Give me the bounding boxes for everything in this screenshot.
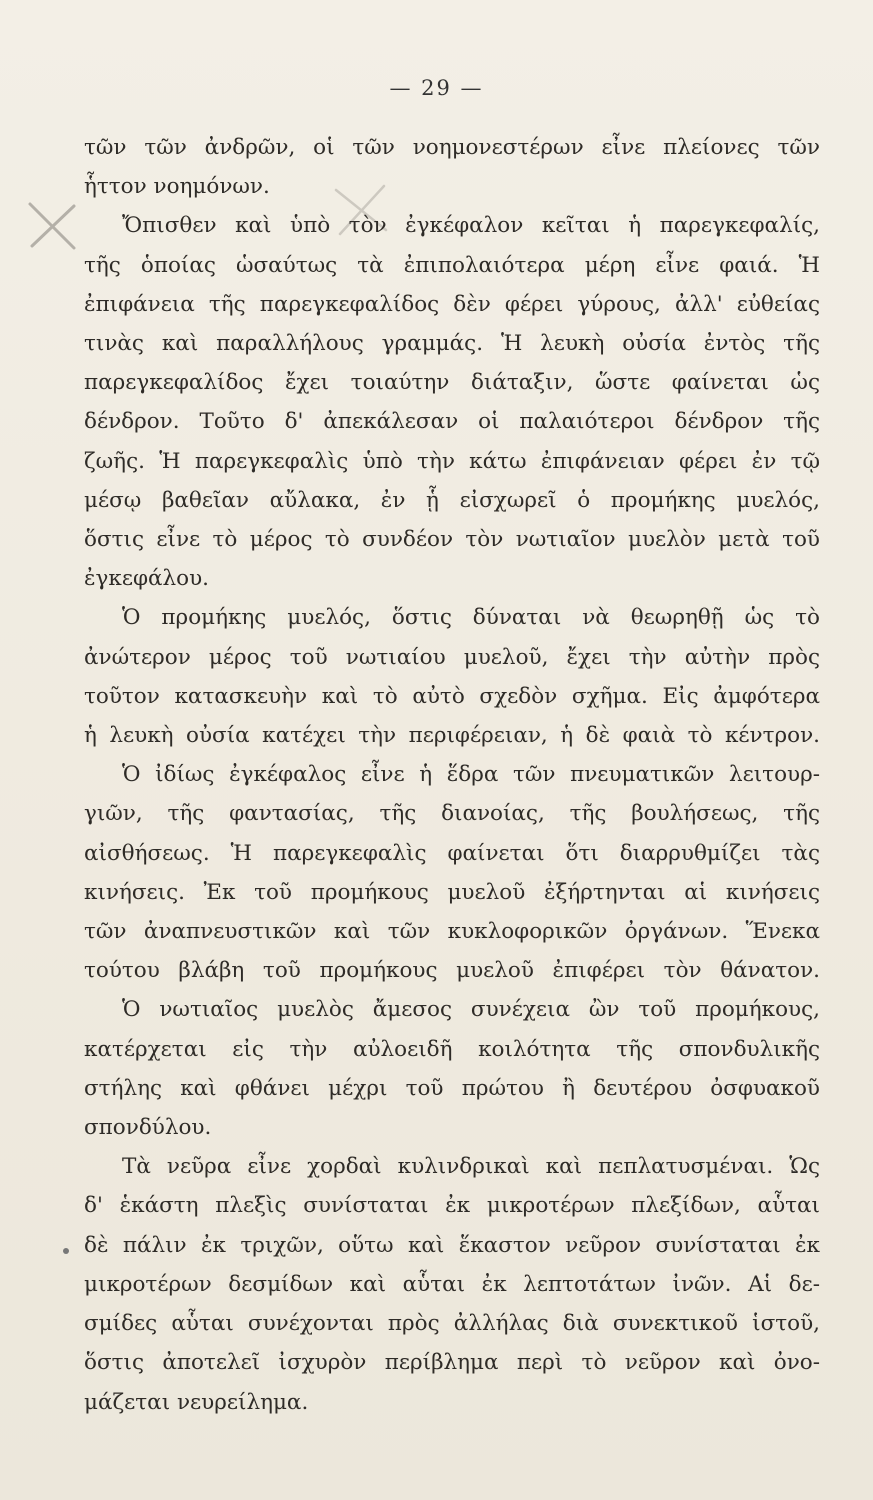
text-line: ὅστις εἶνε τὸ μέρος τὸ συνδέον τὸν νωτιαῖον μυελὸν μετὰ τοῦ — [84, 527, 820, 553]
text-line: τοῦτον κατασκευὴν καὶ τὸ αὐτὸ σχεδὸν σχῆμα. Εἰς ἀμφότερα — [84, 683, 820, 709]
page-number: — 29 — — [389, 76, 484, 100]
text-line: μέσῳ βαθεῖαν αὔλακα, ἐν ᾗ εἰσχωρεῖ ὁ προμήκης μυελός, — [84, 487, 820, 513]
text-line: δένδρον. Τοῦτο δ' ἀπεκάλεσαν οἱ παλαιότεροι δένδρον τῆς — [84, 409, 820, 435]
body-text — [84, 128, 820, 1422]
text-line: ἡ λευκὴ οὐσία κατέχει τὴν περιφέρειαν, ἡ δὲ φαιὰ τὸ κέντρον. — [84, 723, 820, 749]
text-line: παρεγκεφαλίδος ἔχει τοιαύτην διάταξιν, ὥστε φαίνεται ὡς — [84, 370, 820, 396]
ink-speck — [63, 1248, 69, 1254]
text-line: δ' ἑκάστη πλεξὶς συνίσταται ἐκ μικροτέρων πλεξίδων, αὗται — [84, 1193, 820, 1219]
text-line: μικροτέρων δεσμίδων καὶ αὗται ἐκ λεπτοτάτων ἰνῶν. Αἱ δε- — [84, 1271, 820, 1297]
text-line: ὅστις ἀποτελεῖ ἰσχυρὸν περίβλημα περὶ τὸ νεῦρον καὶ ὀνο- — [84, 1350, 820, 1376]
text-line: τῶν ἀναπνευστικῶν καὶ τῶν κυκλοφορικῶν ὀργάνων. Ἕνεκα — [84, 919, 820, 945]
text-line: μάζεται νευρείλημα. — [84, 1389, 309, 1415]
text-line: αἰσθήσεως. Ἡ παρεγκεφαλὶς φαίνεται ὅτι διαρρυθμίζει τὰς — [84, 840, 820, 866]
text-line: σπονδύλου. — [84, 1115, 212, 1141]
text-line: κατέρχεται εἰς τὴν αὐλοειδῆ κοιλότητα τῆς σπονδυλικῆς — [84, 1036, 820, 1062]
text-line: ἧττον νοημόνων. — [84, 174, 270, 200]
text-line: Ὁ νωτιαῖος μυελὸς ἄμεσος συνέχεια ὢν τοῦ προμήκους, — [122, 997, 820, 1023]
text-line: δὲ πάλιν ἐκ τριχῶν, οὕτω καὶ ἕκαστον νεῦρον συνίσταται ἐκ — [84, 1232, 820, 1258]
text-line: τινὰς καὶ παραλλήλους γραμμάς. Ἡ λευκὴ οὐσία ἐντὸς τῆς — [84, 331, 820, 357]
text-line: τῆς ὁποίας ὡσαύτως τὰ ἐπιπολαιότερα μέρη εἶνε φαιά. Ἡ — [84, 252, 820, 278]
text-line: ἐπιφάνεια τῆς παρεγκεφαλίδος δὲν φέρει γύρους, ἀλλ' εὐθείας — [84, 291, 820, 317]
text-line: ἐγκεφάλου. — [84, 566, 210, 592]
text-line: Ὄπισθεν καὶ ὑπὸ τὸν ἐγκέφαλον κεῖται ἡ παρεγκεφαλίς, — [122, 213, 820, 239]
text-line: κινήσεις. Ἐκ τοῦ προμήκους μυελοῦ ἐξήρτηνται αἱ κινήσεις — [84, 879, 820, 905]
text-line: Ὁ προμήκης μυελός, ὅστις δύναται νὰ θεωρηθῇ ὡς τὸ — [122, 605, 820, 631]
text-line: γιῶν, τῆς φαντασίας, τῆς διανοίας, τῆς βουλήσεως, τῆς — [84, 801, 820, 827]
text-line: σμίδες αὗται συνέχονται πρὸς ἀλλήλας διὰ συνεκτικοῦ ἱστοῦ, — [84, 1311, 820, 1337]
pencil-cross-mark — [22, 196, 82, 256]
text-line: ἀνώτερον μέρος τοῦ νωτιαίου μυελοῦ, ἔχει τὴν αὐτὴν πρὸς — [84, 644, 820, 670]
text-line: ζωῆς. Ἡ παρεγκεφαλὶς ὑπὸ τὴν κάτω ἐπιφάνειαν φέρει ἐν τῷ — [84, 448, 820, 474]
text-line: στήλης καὶ φθάνει μέχρι τοῦ πρώτου ἢ δευτέρου ὀσφυακοῦ — [84, 1075, 820, 1101]
text-line: τούτου βλάβη τοῦ προμήκους μυελοῦ ἐπιφέρει τὸν θάνατον. — [84, 958, 820, 984]
text-line: τῶν τῶν ἀνδρῶν, οἱ τῶν νοημονεστέρων εἶνε πλείονες τῶν — [84, 135, 820, 160]
text-line: Τὰ νεῦρα εἶνε χορδαὶ κυλινδρικαὶ καὶ πεπλατυσμέναι. Ὡς — [122, 1154, 820, 1180]
text-line: Ὁ ἰδίως ἐγκέφαλος εἶνε ἡ ἕδρα τῶν πνευματικῶν λειτουρ- — [122, 762, 820, 788]
